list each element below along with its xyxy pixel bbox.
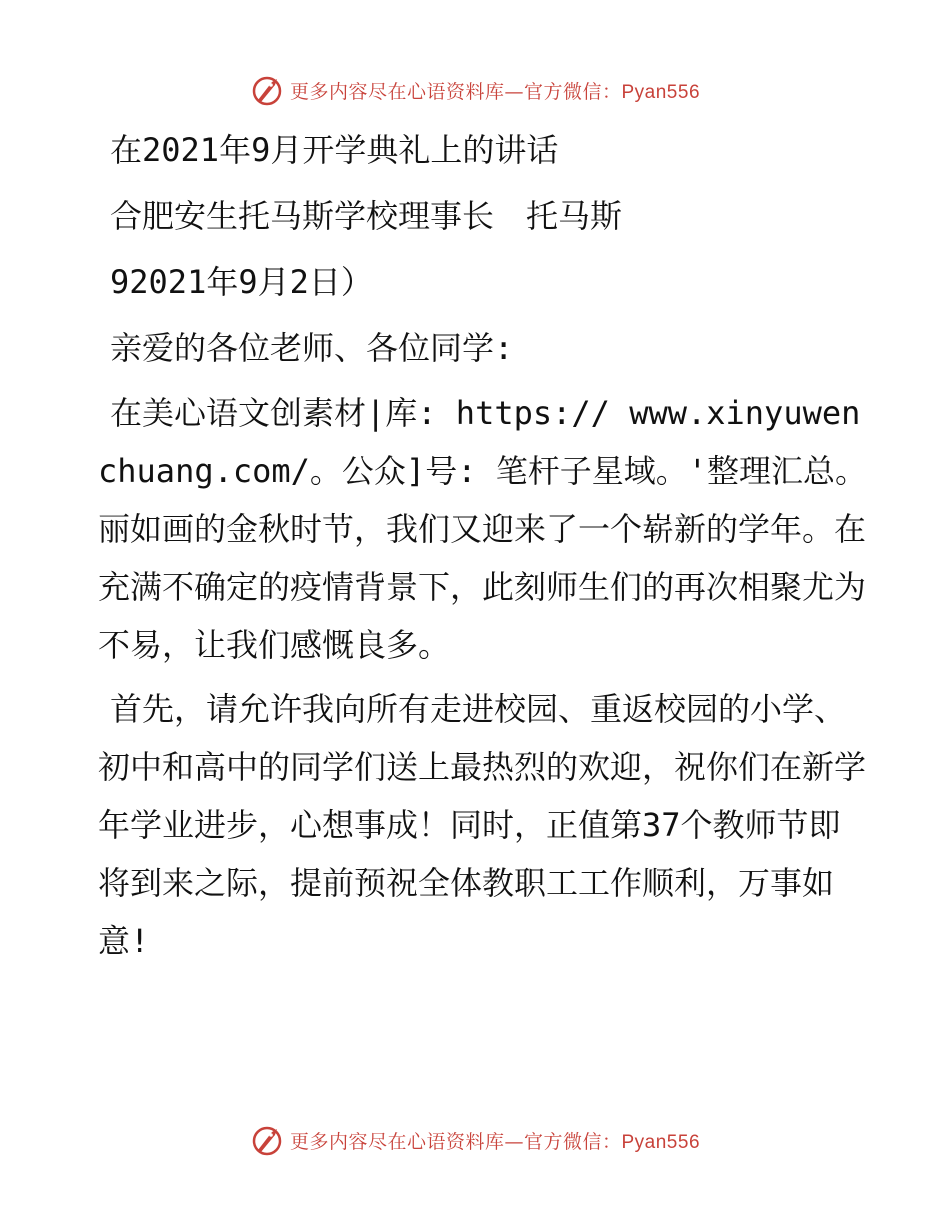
banner-wechat-label: 官方微信： [523,1130,622,1153]
header-banner-inner [250,73,700,107]
banner-wechat-label: 官方微信： [523,80,622,103]
document-date: 92021年9月2日） [110,263,373,301]
document-paragraph-2: 首先，请允许我向所有走进校园、重返校园的小学、初中和高中的同学们送上最热烈的欢迎，祝你们在新学年学业进步，心想事成！同时，正值第37个教师节即将到来之际，提前预祝全体教职工工作顺利，万事如意! [98,690,867,960]
footer-banner [0,1120,950,1160]
banner-caption [290,77,700,104]
banner-wechat-id: Pyan556 [621,81,701,103]
banner-site-name: 更多内容尽在心语资料库 [289,1130,505,1153]
footer-banner-inner [250,1123,700,1157]
header-banner [0,70,950,110]
pen-nib-circle-icon [250,1123,284,1157]
document-paragraph-1: 在美心语文创素材|库: https:// www.xinyuwenchuang.com/。公众]号: 笔杆子星域。'整理汇总。丽如画的金秋时节，我们又迎来了一个崭新的学年。在充满不确定的疫情背景下，此刻师生们的再次相聚尤为不易，让我们感慨良多。 [98,394,867,664]
document-author: 合肥安生托马斯学校理事长 托马斯 [110,197,623,235]
document-greeting: 亲爱的各位老师、各位同学: [110,329,514,367]
banner-caption [290,1127,700,1154]
banner-wechat-id: Pyan556 [621,1131,701,1153]
pen-nib-circle-icon [250,73,284,107]
banner-site-name: 更多内容尽在心语资料库 [289,80,505,103]
banner-dash: — [504,80,524,103]
banner-dash: — [504,1130,524,1153]
document-body [98,120,868,970]
document-title: 在2021年9月开学典礼上的讲话 [110,131,559,169]
